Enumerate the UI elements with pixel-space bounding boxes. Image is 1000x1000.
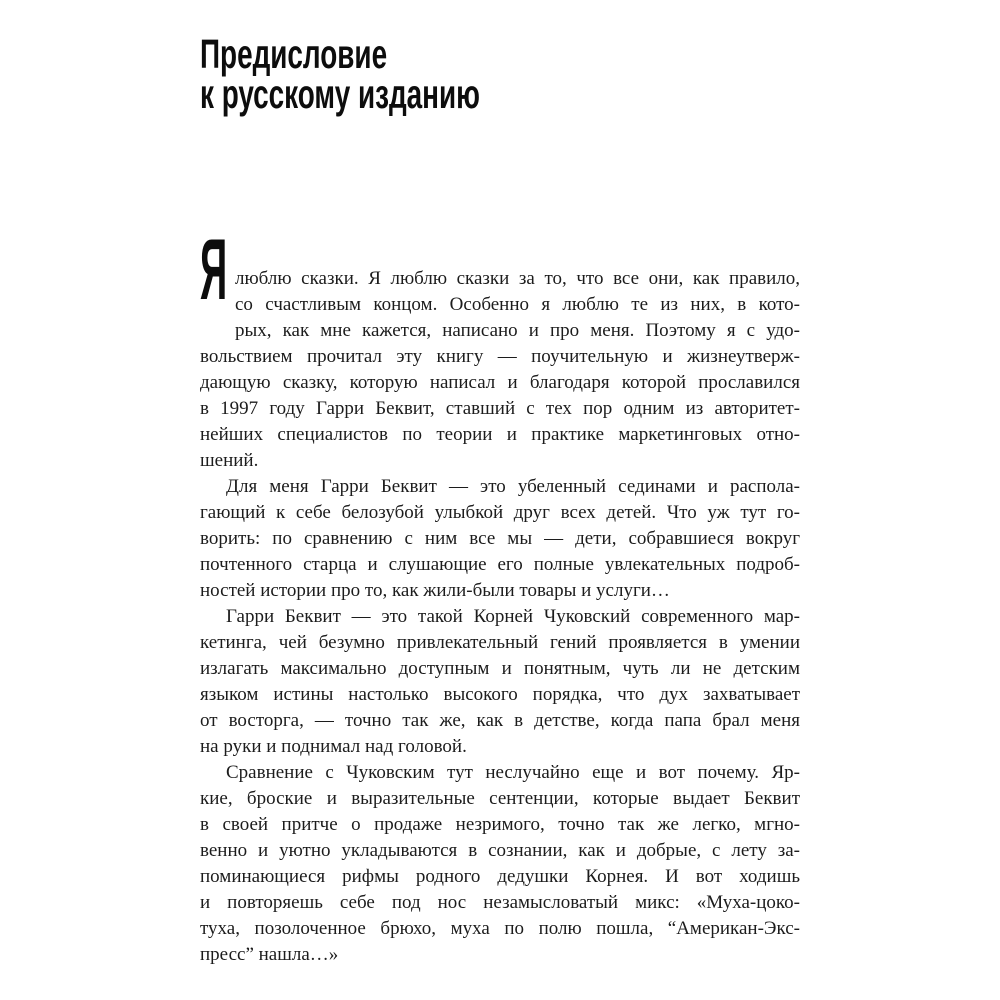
drop-cap-spacer bbox=[200, 266, 235, 344]
drop-cap: Я bbox=[200, 222, 228, 318]
text-line: Гарри Беквит — это такой Корней Чуковский современного мар- bbox=[226, 606, 800, 627]
text-line: рых, как мне кажется, написано и про меня. Поэтому я с удо- bbox=[235, 320, 800, 341]
text-line: поминающиеся рифмы родного дедушки Корнея. И вот ходишь bbox=[200, 866, 800, 887]
text-line: туха, позолоченное брюхо, муха по полю пошла, “Американ-Экс- bbox=[200, 918, 800, 939]
text-line: языком истины настолько высокого порядка, что дух захватывает bbox=[200, 684, 800, 705]
text-line: вольствием прочитал эту книгу — поучительную и жизнеутверж- bbox=[200, 346, 800, 367]
paragraph bbox=[200, 474, 800, 604]
text-line: со счастливым концом. Особенно я люблю те из них, в кото- bbox=[235, 294, 800, 315]
text-line: люблю сказки. Я люблю сказки за то, что все они, как правило, bbox=[235, 268, 800, 289]
text-line: и повторяешь себе под нос незамысловатый микс: «Муха-цоко- bbox=[200, 892, 800, 913]
text-line: почтенного старца и слушающие его полные увлекательных подроб- bbox=[200, 554, 800, 575]
body-text bbox=[200, 266, 800, 968]
text-line: шений. bbox=[200, 450, 259, 471]
text-line: пресс” нашла…» bbox=[200, 944, 339, 965]
chapter-title-line-1: Предисловие bbox=[200, 31, 388, 77]
text-line: излагать максимально доступным и понятным, чуть ли не детским bbox=[200, 658, 800, 679]
text-line: кие, броские и выразительные сентенции, которые выдает Беквит bbox=[200, 788, 800, 809]
text-line: в своей притче о продаже незримого, точно так же легко, мгно- bbox=[200, 814, 800, 835]
text-line: нейших специалистов по теории и практике маркетинговых отно- bbox=[200, 424, 800, 445]
text-line: венно и уютно укладываются в сознании, как и добрые, с лету за- bbox=[200, 840, 800, 861]
paragraph bbox=[200, 266, 800, 474]
text-line: ворить: по сравнению с ним все мы — дети, собравшиеся вокруг bbox=[200, 528, 800, 549]
text-line: ностей истории про то, как жили-были товары и услуги… bbox=[200, 580, 670, 601]
text-line: Сравнение с Чуковским тут неслучайно еще и вот почему. Яр- bbox=[226, 762, 800, 783]
text-line: дающую сказку, которую написал и благодаря которой прославился bbox=[200, 372, 800, 393]
chapter-title bbox=[200, 31, 480, 117]
text-line: гающий к себе белозубой улыбкой друг всех детей. Что уж тут го- bbox=[200, 502, 800, 523]
text-line: от восторга, — точно так же, как в детстве, когда папа брал меня bbox=[200, 710, 800, 731]
paragraph bbox=[200, 604, 800, 760]
chapter-title-line-2: к русскому изданию bbox=[200, 71, 480, 117]
text-line: Для меня Гарри Беквит — это убеленный сединами и распола- bbox=[226, 476, 800, 497]
text-line: кетинга, чей безумно привлекательный гений проявляется в умении bbox=[200, 632, 800, 653]
paragraph bbox=[200, 760, 800, 968]
text-line: на руки и поднимал над головой. bbox=[200, 736, 467, 757]
text-line: в 1997 году Гарри Беквит, ставший с тех пор одним из авторитет- bbox=[200, 398, 800, 419]
